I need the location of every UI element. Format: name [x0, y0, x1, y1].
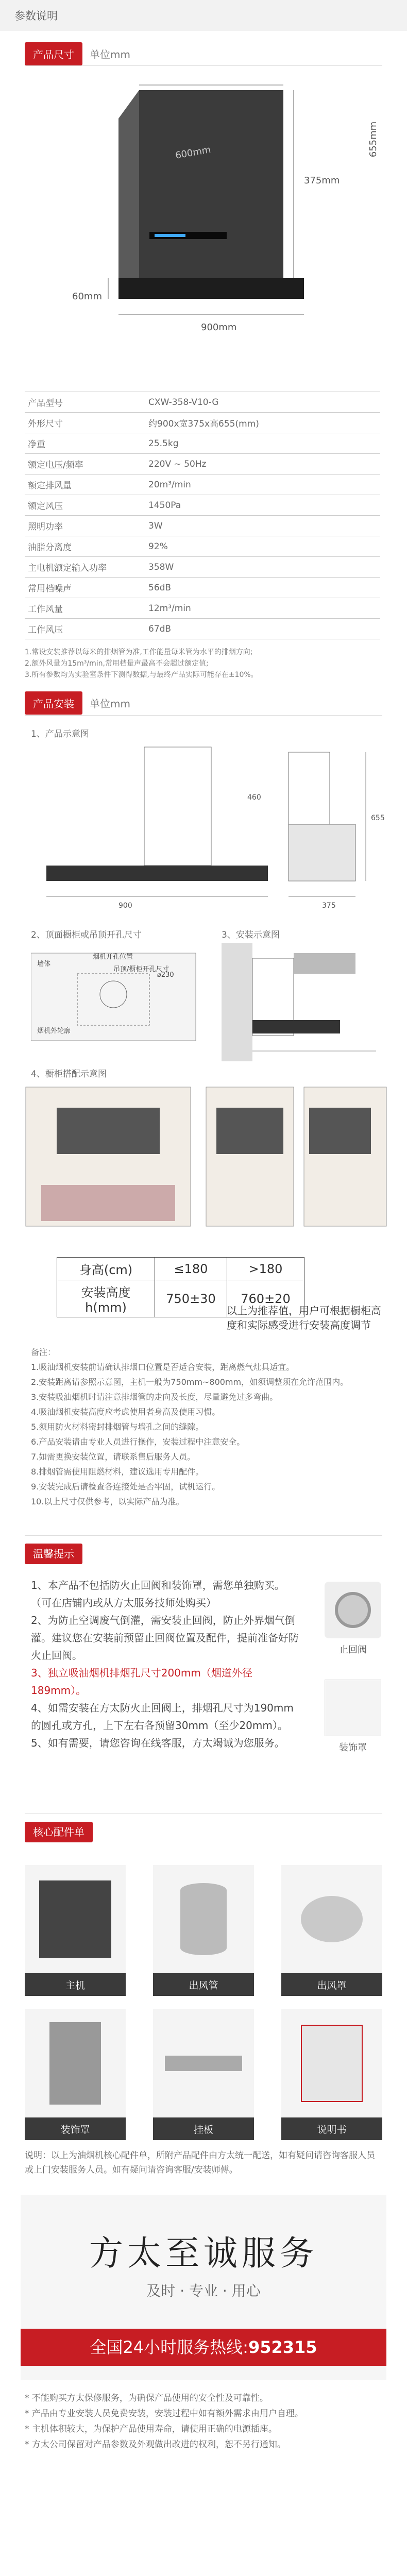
accessories-header — [25, 1824, 93, 1839]
spec-row: 工作风量 12m³/min — [25, 598, 380, 619]
size-section — [0, 41, 407, 66]
page-title-bar — [0, 0, 407, 31]
install-section-unit: 单位mm — [90, 697, 130, 710]
spec-row: 照明功率 3W — [25, 516, 380, 536]
divider — [25, 1535, 382, 1536]
dim-375: 375mm — [304, 175, 340, 186]
spec-table — [25, 392, 380, 639]
spec-row: 额定排风量 20m³/min — [25, 474, 380, 495]
label-hood-outline: 烟机外轮廓 — [37, 1027, 71, 1035]
dim-655-label: 655 — [371, 814, 385, 822]
height-note: 以上为推荐值，用户可根据橱柜高度和实际感受进行安装高度调节 — [227, 1304, 381, 1331]
install-section-header — [25, 690, 407, 715]
dim-460-label: 460 — [247, 793, 261, 802]
install-section — [0, 690, 407, 715]
size-section-tag: 产品尺寸 — [25, 42, 82, 65]
check-valve-figure — [319, 1582, 386, 1656]
check-valve-label: 止回阀 — [339, 1645, 367, 1655]
tips-tag: 温馨提示 — [25, 1544, 82, 1564]
caption-install-diagram: 3、安装示意图 — [222, 930, 280, 940]
dim-375-label: 375 — [322, 902, 336, 910]
divider — [25, 65, 382, 66]
spec-row: 产品型号 CXW-358-V10-G — [25, 392, 380, 413]
label-wall: 墙体 — [37, 960, 51, 968]
caption-ceiling-cutout: 2、顶面橱柜或吊顶开孔尺寸 — [31, 930, 142, 940]
spec-row: 净重 25.5kg — [25, 433, 380, 454]
label-hole-size: 吊顶/橱柜开孔尺寸 — [113, 965, 169, 973]
size-section-header — [25, 41, 407, 66]
spec-row: 外形尺寸 约900x宽375x高655(mm) — [25, 413, 380, 433]
dim-900: 900mm — [201, 322, 237, 333]
install-section-tag: 产品安装 — [25, 691, 82, 715]
accessory-bracket: 挂板 — [153, 2009, 254, 2140]
label-cut-position: 烟机开孔位置 — [93, 953, 133, 961]
install-diagram — [222, 943, 386, 1061]
accessories-tag: 核心配件单 — [25, 1822, 93, 1842]
cabinet-match-diagram — [21, 1082, 392, 1236]
spec-row: 额定风压 1450Pa — [25, 495, 380, 516]
size-section-unit: 单位mm — [90, 48, 130, 61]
spec-row: 工作风压 67dB — [25, 619, 380, 639]
spec-notes: 1.常设安装推荐以每米的排烟管为准,工作能量每米管为水平的排烟方向; 2.额外风量为15m³/min,常用档量声最高不会超过额定值; 3.所有参数均为实验室条件下测得数据,与最终产品实际可能存在±10%。 — [25, 648, 258, 679]
dim-60: 60mm — [72, 291, 102, 302]
divider — [25, 715, 382, 716]
service-subtitle: 及时 · 专业 · 用心 — [146, 2282, 261, 2299]
cover-figure — [319, 1680, 386, 1754]
accessory-decor-cover: 装饰罩 — [25, 2009, 126, 2140]
accessory-manual: 说明书 — [281, 2009, 382, 2140]
accessory-outlet-cover: 出风罩 — [281, 1865, 382, 1996]
table-row: 身高(cm) ≤180 >180 — [57, 1258, 304, 1280]
spec-row: 额定电压/频率 220V ~ 50Hz — [25, 454, 380, 474]
cover-label: 装饰罩 — [339, 1742, 367, 1753]
dim-900-label: 900 — [118, 902, 132, 910]
accessory-host: 主机 — [25, 1865, 126, 1996]
install-notes: 备注： 1.吸油烟机安装前请确认排烟口位置是否适合安装，距离燃气灶具适宜。 2.安装距离请参照示意图，主机一般为750mm~800mm，如须调整须在允许范围内。 3.安装吸油烟机时请注意排烟管的走向及长度，尽量避免过多弯曲。 4.吸油烟机安装高度应考虑使用者身高及使用习惯。 5.须用防火材料密封排烟管与墙孔之间的缝隙。 6.产品安装请由专业人员进行操作，安装过程中注意安全。 7.如需更换安装位置，请联系售后服务人员。 8.排烟管需使用阻燃材料，建议选用专用配件。 9.安装完成后请检查各连接处是否牢固，试机运行。 10.以上尺寸仅供参考，以实际产品为准。 — [31, 1347, 349, 1506]
tips-list: 1、本产品不包括防火止回阀和装饰罩，需您单独购买。（可在店铺内或从方太服务技师处购买） 2、为防止空调废气倒灌，需安装止回阀，防止外界烟气倒灌。建议您在安装前预留止回阀位置及配件，提前准备好防火止回阀。 3、独立吸油烟机排烟孔尺寸200mm（烟道外径189mm）。 4、如需安装在方太防火止回阀上，排烟孔尺寸为190mm的圆孔或方孔，上下左右各预留30mm（至少20mm）。 5、如有需要，请您咨询在线客服，方太竭诚为您服务。 — [31, 1579, 299, 1749]
label-230: ⌀230 — [157, 971, 174, 979]
page-title: 参数说明 — [14, 10, 58, 22]
accessory-duct: 出风管 — [153, 1865, 254, 1996]
product-diagram — [31, 742, 381, 917]
tips-header — [25, 1546, 82, 1561]
caption-cabinet-match: 4、橱柜搭配示意图 — [31, 1069, 107, 1079]
service-title: 方太至诚服务 — [89, 2233, 318, 2273]
spec-row: 油脂分离度 92% — [25, 536, 380, 557]
spec-row: 主电机额定输入功率 358W — [25, 557, 380, 578]
spec-row: 常用档噪声 56dB — [25, 578, 380, 598]
table-row: 安装高度h(mm) 750±30 760±20 — [57, 1280, 304, 1317]
footnotes: * 不能购买方太保修服务，为确保产品使用的安全性及可靠性。 * 产品由专业安装人员免费安装，安装过程中如有额外需求由用户自理。 * 主机体积较大，为保护产品使用寿命，请使用正确的电源插座。 * 方太公司保留对产品参数及外观做出改进的权利，恕不另行通知。 — [25, 2393, 303, 2450]
service-hotline: 全国24小时服务热线:952315 — [21, 2329, 386, 2366]
dim-600: 600mm — [174, 144, 212, 161]
accessories-note: 说明：以上为油烟机核心配件单，所附产品配件由方太统一配送，如有疑问请咨询客服人员或上门安装服务人员。如有疑问请咨询客服/安装师傅。 — [25, 2150, 375, 2175]
caption-product-diagram: 1、产品示意图 — [31, 729, 89, 739]
dim-655: 655mm — [368, 121, 379, 158]
